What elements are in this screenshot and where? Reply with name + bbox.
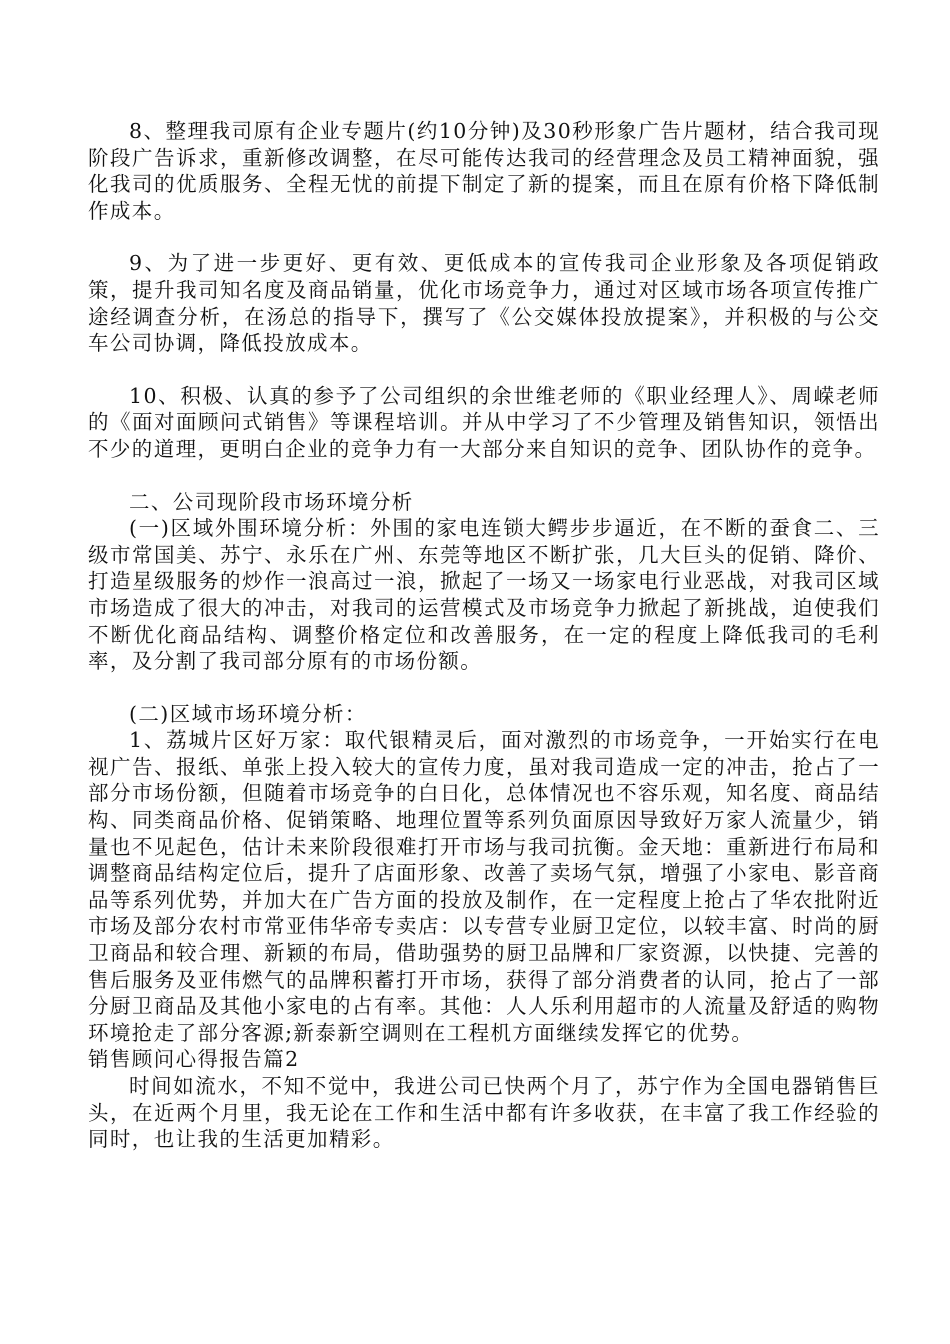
paragraph-item-10: 10、积极、认真的参予了公司组织的余世维老师的《职业经理人》、周嵘老师的《面对面顾问式销售》等课程培训。并从中学习了不少管理及销售知识，领悟出不少的道理，更明白企业的竞争力有一大部分来自知识的竞争、团队协作的竞争。 [88,383,880,461]
paragraph-item-8: 8、整理我司原有企业专题片(约10分钟)及30秒形象广告片题材，结合我司现阶段广告诉求，重新修改调整，在尽可能传达我司的经营理念及员工精神面貌，强化我司的优质服务、全程无忧的前提下制定了新的提案，而且在原有价格下降低制作成本。 [88,119,880,223]
paragraph-regional-item-1: 1、荔城片区好万家：取代银精灵后，面对激烈的市场竞争，一开始实行在电视广告、报纸、单张上投入较大的宣传力度，虽对我司造成一定的冲击，抢占了一部分市场份额，但随着市场竞争的白日化，总体情况也不容乐观，知名度、商品结构、同类商品价格、促销策略、地理位置等系列负面原因导致好万家人流量少，销量也不见起色，估计未来阶段很难打开市场与我司抗衡。金天地：重新进行布局和调整商品结构定位后，提升了店面形象、改善了卖场气氛，增强了小家电、影音商品等系列优势，并加大在广告方面的投放及制作，在一定程度上抢占了华农批附近市场及部分农村市常亚伟华帝专卖店：以专营专业厨卫定位，以较丰富、时尚的厨卫商品和较合理、新颖的布局，借助强势的厨卫品牌和厂家资源，以快捷、完善的售后服务及亚伟燃气的品牌积蓄打开市场，获得了部分消费者的认同，抢占了一部分厨卫商品及其他小家电的占有率。其他：人人乐利用超市的人流量及舒适的购物环境抢走了部分客源;新泰新空调则在工程机方面继续发挥它的优势。 [88,728,880,1045]
article-2-title: 销售顾问心得报告篇2 [88,1047,300,1072]
section-2-heading: 二、公司现阶段市场环境分析 [129,489,414,514]
paragraph-item-9: 9、为了进一步更好、更有效、更低成本的宣传我司企业形象及各项促销政策，提升我司知名度及商品销量，优化市场竞争力，通过对区域市场各项宣传推广途经调查分析，在汤总的指导下，撰写了《公交媒体投放提案》，并积极的与公交车公司协调，降低投放成本。 [88,251,880,356]
article-2-paragraph-1: 时间如流水，不知不觉中，我进公司已快两个月了，苏宁作为全国电器销售巨头，在近两个月里，我无论在工作和生活中都有许多收获，在丰富了我工作经验的同时，也让我的生活更加精彩。 [88,1074,880,1152]
subsection-2-heading: (二)区域市场环境分析： [129,701,367,726]
paragraph-external-environment: (一)区域外围环境分析：外围的家电连锁大鳄步步逼近，在不断的蚕食二、三级市常国美、苏宁、永乐在广州、东莞等地区不断扩张，几大巨头的促销、降价、打造星级服务的炒作一浪高过一浪，掀起了一场又一场家电行业恶战，对我司区域市场造成了很大的冲击，对我司的运营模式及市场竞争力掀起了新挑战，迫使我们不断优化商品结构、调整价格定位和改善服务，在一定的程度上降低我司的毛利率，及分割了我司部分原有的市场份额。 [88,516,880,674]
document-page [88,118,880,1153]
